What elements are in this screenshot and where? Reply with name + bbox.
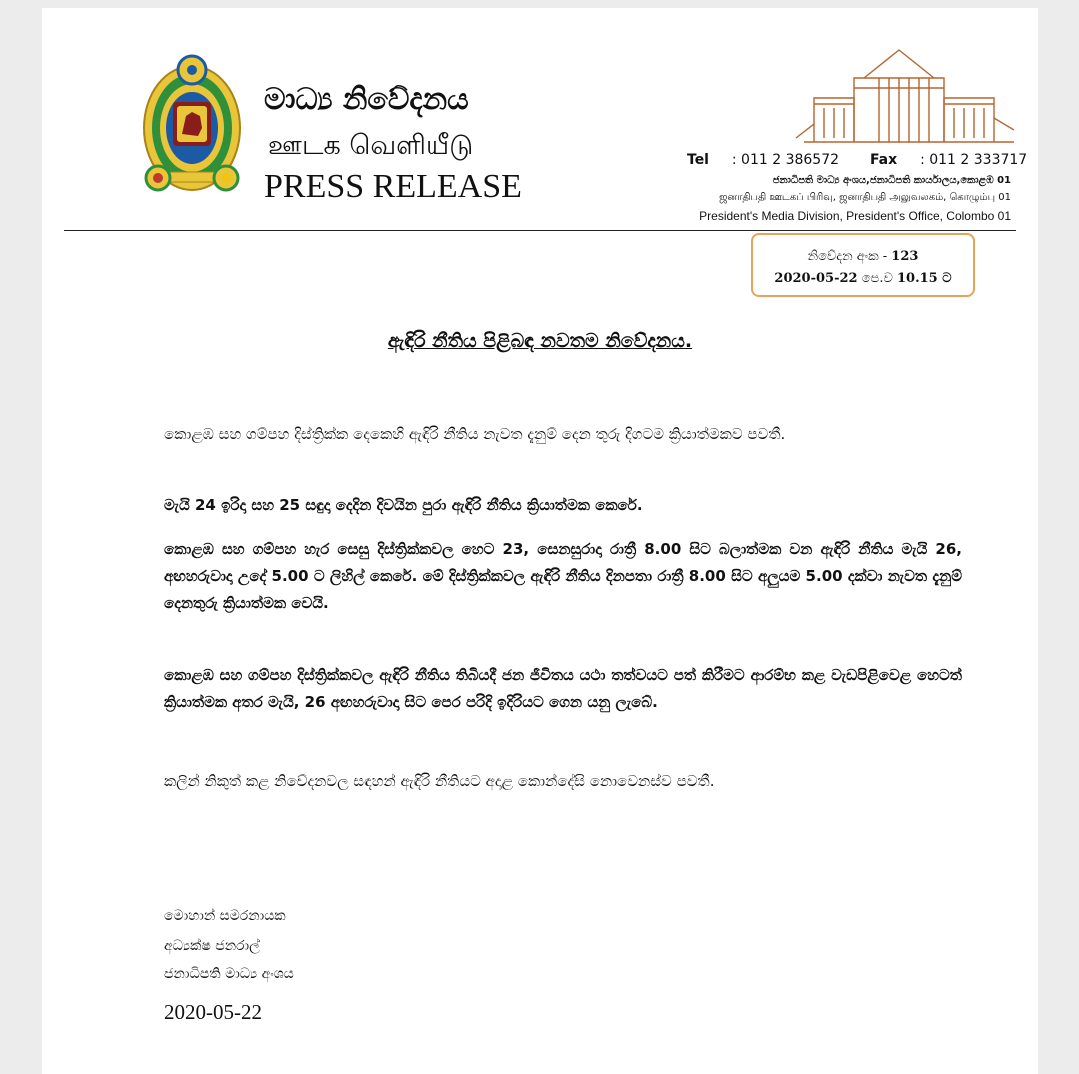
sri-lanka-emblem-icon [140,44,244,204]
presidential-building-icon [794,38,1020,150]
contact-line [687,152,1028,168]
address-sinhala: ජනාධිපති මාධ්‍ය අංශය,ජනාධිපති කාර්යාලය,කොළඹ 01 [772,175,1011,186]
signatory-office: ජනාධිපති මාධ්‍ය අංශය [164,966,294,982]
signatory-position: අධ්‍යක්ෂ ජනරාල් [164,938,260,954]
body-paragraph: කොළඹ සහ ගම්පහ දිස්ත්‍රික්කවල ඇඳිරි නීතිය තිබියදී ජන ජීවිතය යථා තත්වයට පත් කිරීමට ආරම්භ කළ වැඩපිළිවෙළ හෙටත් ක්‍රියාත්මක අතර මැයි, 26 අඟහරුවාදා සිට පෙර පරිදි ඉදිරියට ගෙන යනු ලැබේ. [164,666,962,711]
address-tamil: ஜனாதிபதி ஊடகப் பிரிவு, ஜனாதிபதி அலுவலகம், கொழும்பு 01 [719,192,1011,203]
body-paragraph: මැයි 24 ඉරිදා සහ 25 සඳුදා දෙදින දිවයින පුරා ඇඳිරි නීතිය ක්‍රියාත්මක කෙරේ. [164,496,643,514]
reference-date: 2020-05-22 [774,271,858,286]
reference-date-line [753,271,973,286]
press-release-page [42,8,1038,1074]
body-paragraph: කොළඹ සහ ගම්පහ දිස්ත්‍රික්ක දෙකෙහි ඇඳිරි නීතිය නැවත දැනුම් දෙන තුරු දිගටම ක්‍රියාත්මකව පවතී. [164,425,786,443]
reference-number-line [753,249,973,264]
header-title-english: PRESS RELEASE [264,168,522,205]
tel-label: Tel [687,152,709,168]
fax-number: : 011 2 333717 [920,152,1028,168]
body-paragraph: කොළඹ සහ ගම්පහ හැර සෙසු දිස්ත්‍රික්කවල හෙට 23, සෙනසුරාදා රාත්‍රී 8.00 සිට බලාත්මක වන ඇඳිරි නීතිය මැයි 26, අඟහරුවාදා උදේ 5.00 ට ලිහිල් කෙරේ. මේ දිස්ත්‍රික්කවල ඇඳිරි නීතිය දිනපතා රාත්‍රී 8.00 සිට අලුයම 5.00 දක්වා නැවත දැනුම් දෙනතුරු ක්‍රියාත්මක වෙයි. [164,540,962,612]
header-divider [64,230,1016,231]
reference-box [751,233,975,297]
address-english: President's Media Division, President's Office, Colombo 01 [699,209,1011,223]
tel-number: : 011 2 386572 [731,152,840,168]
reference-number: 123 [891,249,919,264]
signatory-name: මොහාන් සමරනායක [164,908,286,924]
reference-time-label: පෙ.ව [861,271,893,286]
header-title-tamil: ஊடக வெளியீடு [268,130,474,161]
header-title-sinhala: මාධ්‍ය නිවේදනය [264,82,469,117]
fax-label: Fax [869,152,898,168]
signature-date: 2020-05-22 [164,1000,262,1024]
document-title: ඇඳිරි නීතිය පිළිබඳ නවතම නිවේදනය. [387,330,693,352]
body-paragraph: කලින් නිකුත් කළ නිවේදනවල සඳහන් ඇඳිරි නීතියට අදාළ කොන්දේසි නොවෙනස්ව පවතී. [164,772,715,790]
reference-time: 10.15 ට [896,271,952,286]
reference-label: නිවේදන අංක - [807,249,888,264]
